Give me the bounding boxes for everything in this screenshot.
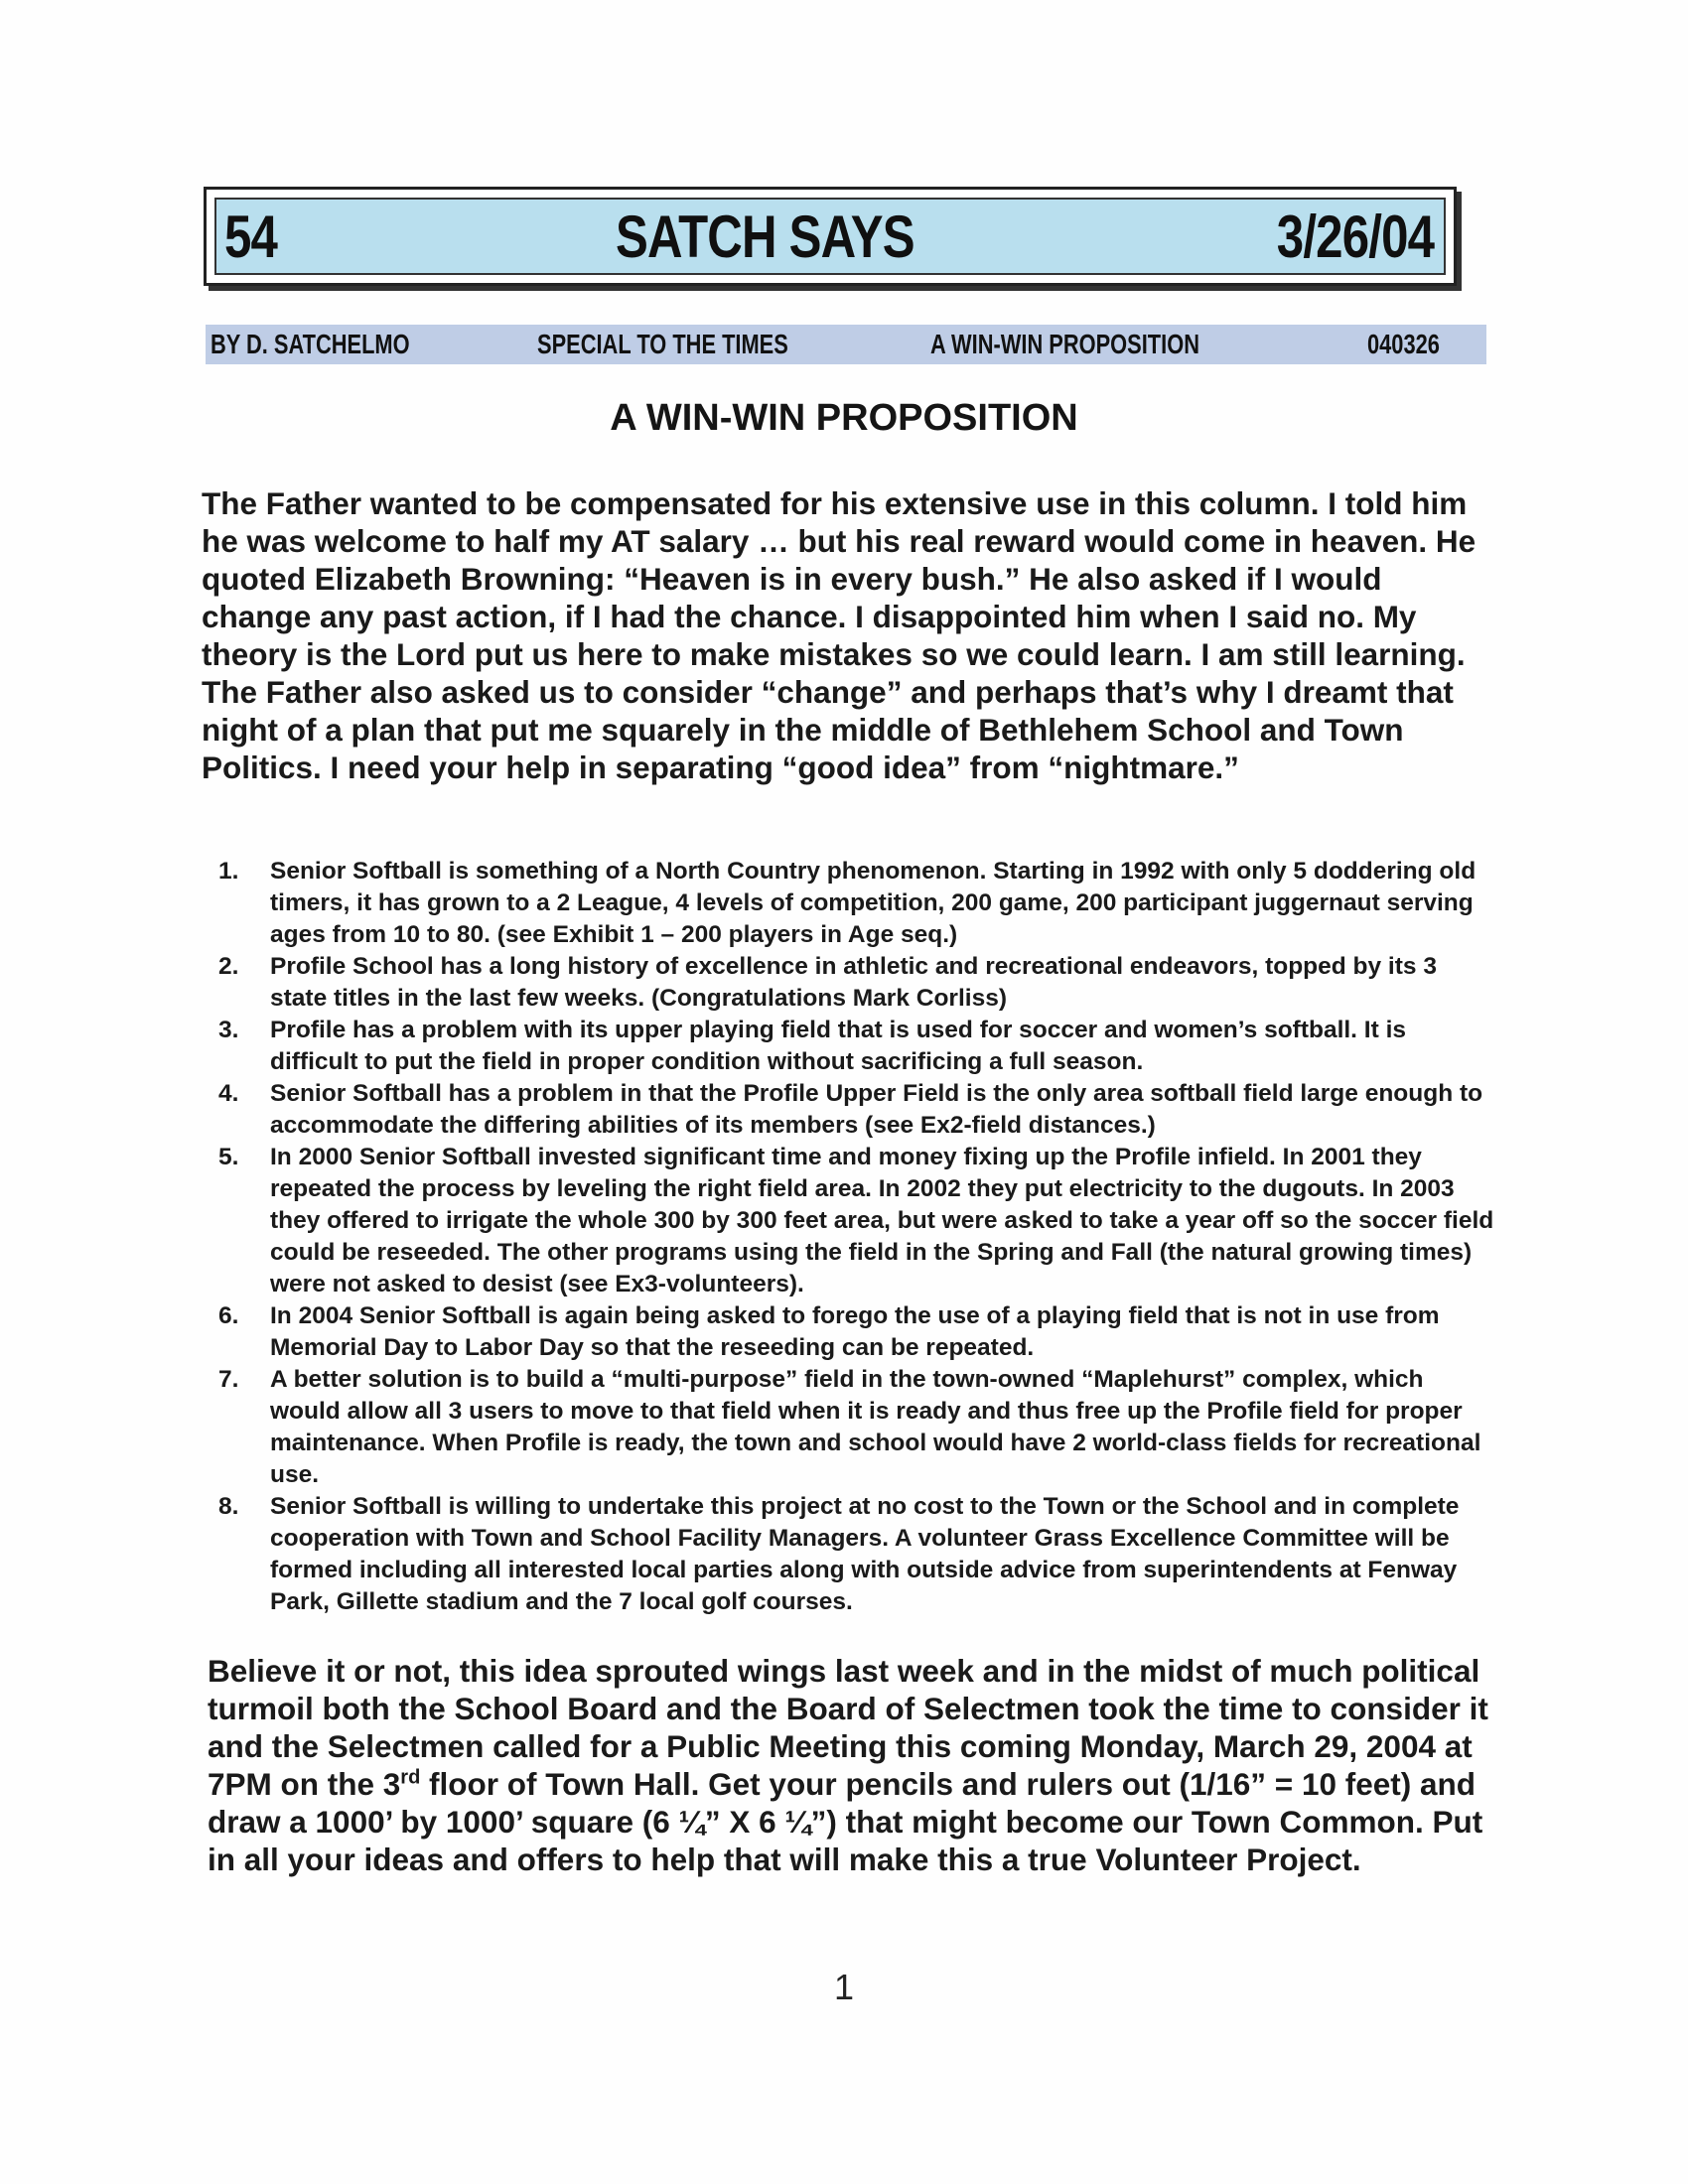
issue-number: 54 [224, 203, 278, 270]
intro-section [202, 484, 1492, 786]
column-name: SATCH SAYS [616, 203, 915, 270]
list-item-number: 1. [218, 858, 239, 885]
list-item [218, 1015, 1499, 1078]
byline-topic: A WIN-WIN PROPOSITION [930, 329, 1199, 359]
list-item-text: Profile School has a long history of excellence in athletic and recreational endeavors, topped by its 3 state titles in the last few weeks. (Congratulations Mark Corliss) [270, 953, 1437, 1012]
article-title: A WIN-WIN PROPOSITION [610, 397, 1078, 439]
list-item-text: In 2004 Senior Softball is again being asked to forego the use of a playing field that is not in use from Memorial Day to Labor Day so that the reseeding can be repeated. [270, 1302, 1440, 1361]
intro-paragraph-1: The Father wanted to be compensated for his extensive use in this column. I told him he was welcome to half my AT salary … but his real reward would come in heaven. He quoted Elizabeth Browning: “Heaven is in every bush.” He also asked if I would change any past action, if I had the chance. I disappointed him when I said no. My theory is the Lord put us here to make mistakes so we could learn. I am still learning. [202, 485, 1477, 672]
closing-text-start: Believe it or not, this idea sprouted wings last week and in the midst of much political turmoil both the School Board and the Board of Selectmen took the time to consider it and the Selectmen called for a Public Meeting this coming Monday, March 29, 2004 at 7PM on the 3 [208, 1653, 1488, 1802]
numbered-list [218, 856, 1499, 1618]
closing-text-end: floor of Town Hall. Get your pencils and rulers out (1/16” = 10 feet) and draw a 1000’ by 1000’ square (6 ¼” X 6 ¼”) that might become our Town Common. Put in all your ideas and offers to help that will make this a true Volunteer Project. [208, 1766, 1483, 1877]
list-item-number: 2. [218, 953, 239, 980]
list-item-text: Senior Softball is willing to undertake this project at no cost to the Town or the School and in complete cooperation with Town and School Facility Managers. A volunteer Grass Excellence Committee will be formed including all interested local parties along with outside advice from superintendents at Fenway Park, Gillette stadium and the 7 local golf courses. [270, 1493, 1460, 1615]
byline-code: 040326 [1367, 329, 1440, 359]
list-item-number: 6. [218, 1302, 239, 1329]
list-item-number: 7. [218, 1366, 239, 1393]
list-item [218, 1078, 1499, 1142]
list-item [218, 1300, 1499, 1364]
list-item-text: Senior Softball is something of a North Country phenomenon. Starting in 1992 with only 5 doddering old timers, it has grown to a 2 League, 4 levels of competition, 200 game, 200 participant juggernaut serving ages from 10 to 80. (see Exhibit 1 – 200 players in Age seq.) [270, 858, 1477, 948]
list-item-number: 5. [218, 1144, 239, 1170]
page-number: 1 [833, 1967, 855, 2007]
list-item-number: 8. [218, 1493, 239, 1520]
list-item-number: 3. [218, 1017, 239, 1043]
intro-paragraph-2: The Father also asked us to consider “change” and perhaps that’s why I dreamt that night of a plan that put me squarely in the middle of Bethlehem School and Town Politics. I need your help in separating “good idea” from “nightmare.” [202, 674, 1454, 785]
list-item-text: A better solution is to build a “multi-purpose” field in the town-owned “Maplehurst” complex, which would allow all 3 users to move to that field when it is ready and thus free up the Profile field for proper maintenance. When Profile is ready, the town and school would have 2 world-class fields for recreational use. [270, 1366, 1481, 1488]
list-item [218, 1491, 1499, 1618]
byline-author: BY D. SATCHELMO [211, 329, 410, 359]
list-item [218, 1142, 1499, 1300]
ordinal-suffix: rd [400, 1766, 421, 1789]
column-banner [204, 187, 1457, 286]
list-item [218, 1364, 1499, 1491]
column-date: 3/26/04 [1276, 203, 1434, 270]
list-item [218, 856, 1499, 951]
list-item-text: Senior Softball has a problem in that the Profile Upper Field is the only area softball field large enough to accommodate the differing abilities of its members (see Ex2-field distances.) [270, 1080, 1483, 1139]
byline-bar [206, 325, 1486, 364]
byline-section: SPECIAL TO THE TIMES [537, 329, 788, 359]
list-item [218, 951, 1499, 1015]
closing-paragraph [208, 1652, 1498, 1878]
column-banner-inner [214, 198, 1446, 275]
list-item-number: 4. [218, 1080, 239, 1107]
list-item-text: Profile has a problem with its upper playing field that is used for soccer and women’s softball. It is difficult to put the field in proper condition without sacrificing a full season. [270, 1017, 1406, 1075]
list-item-text: In 2000 Senior Softball invested significant time and money fixing up the Profile infield. In 2001 they repeated the process by leveling the right field area. In 2002 they put electricity to the dugouts. In 2003 they offered to irrigate the whole 300 by 300 feet area, but were asked to take a year off so the soccer field could be reseeded. The other programs using the field in the Spring and Fall (the natural growing times) were not asked to desist (see Ex3-volunteers). [270, 1144, 1494, 1297]
